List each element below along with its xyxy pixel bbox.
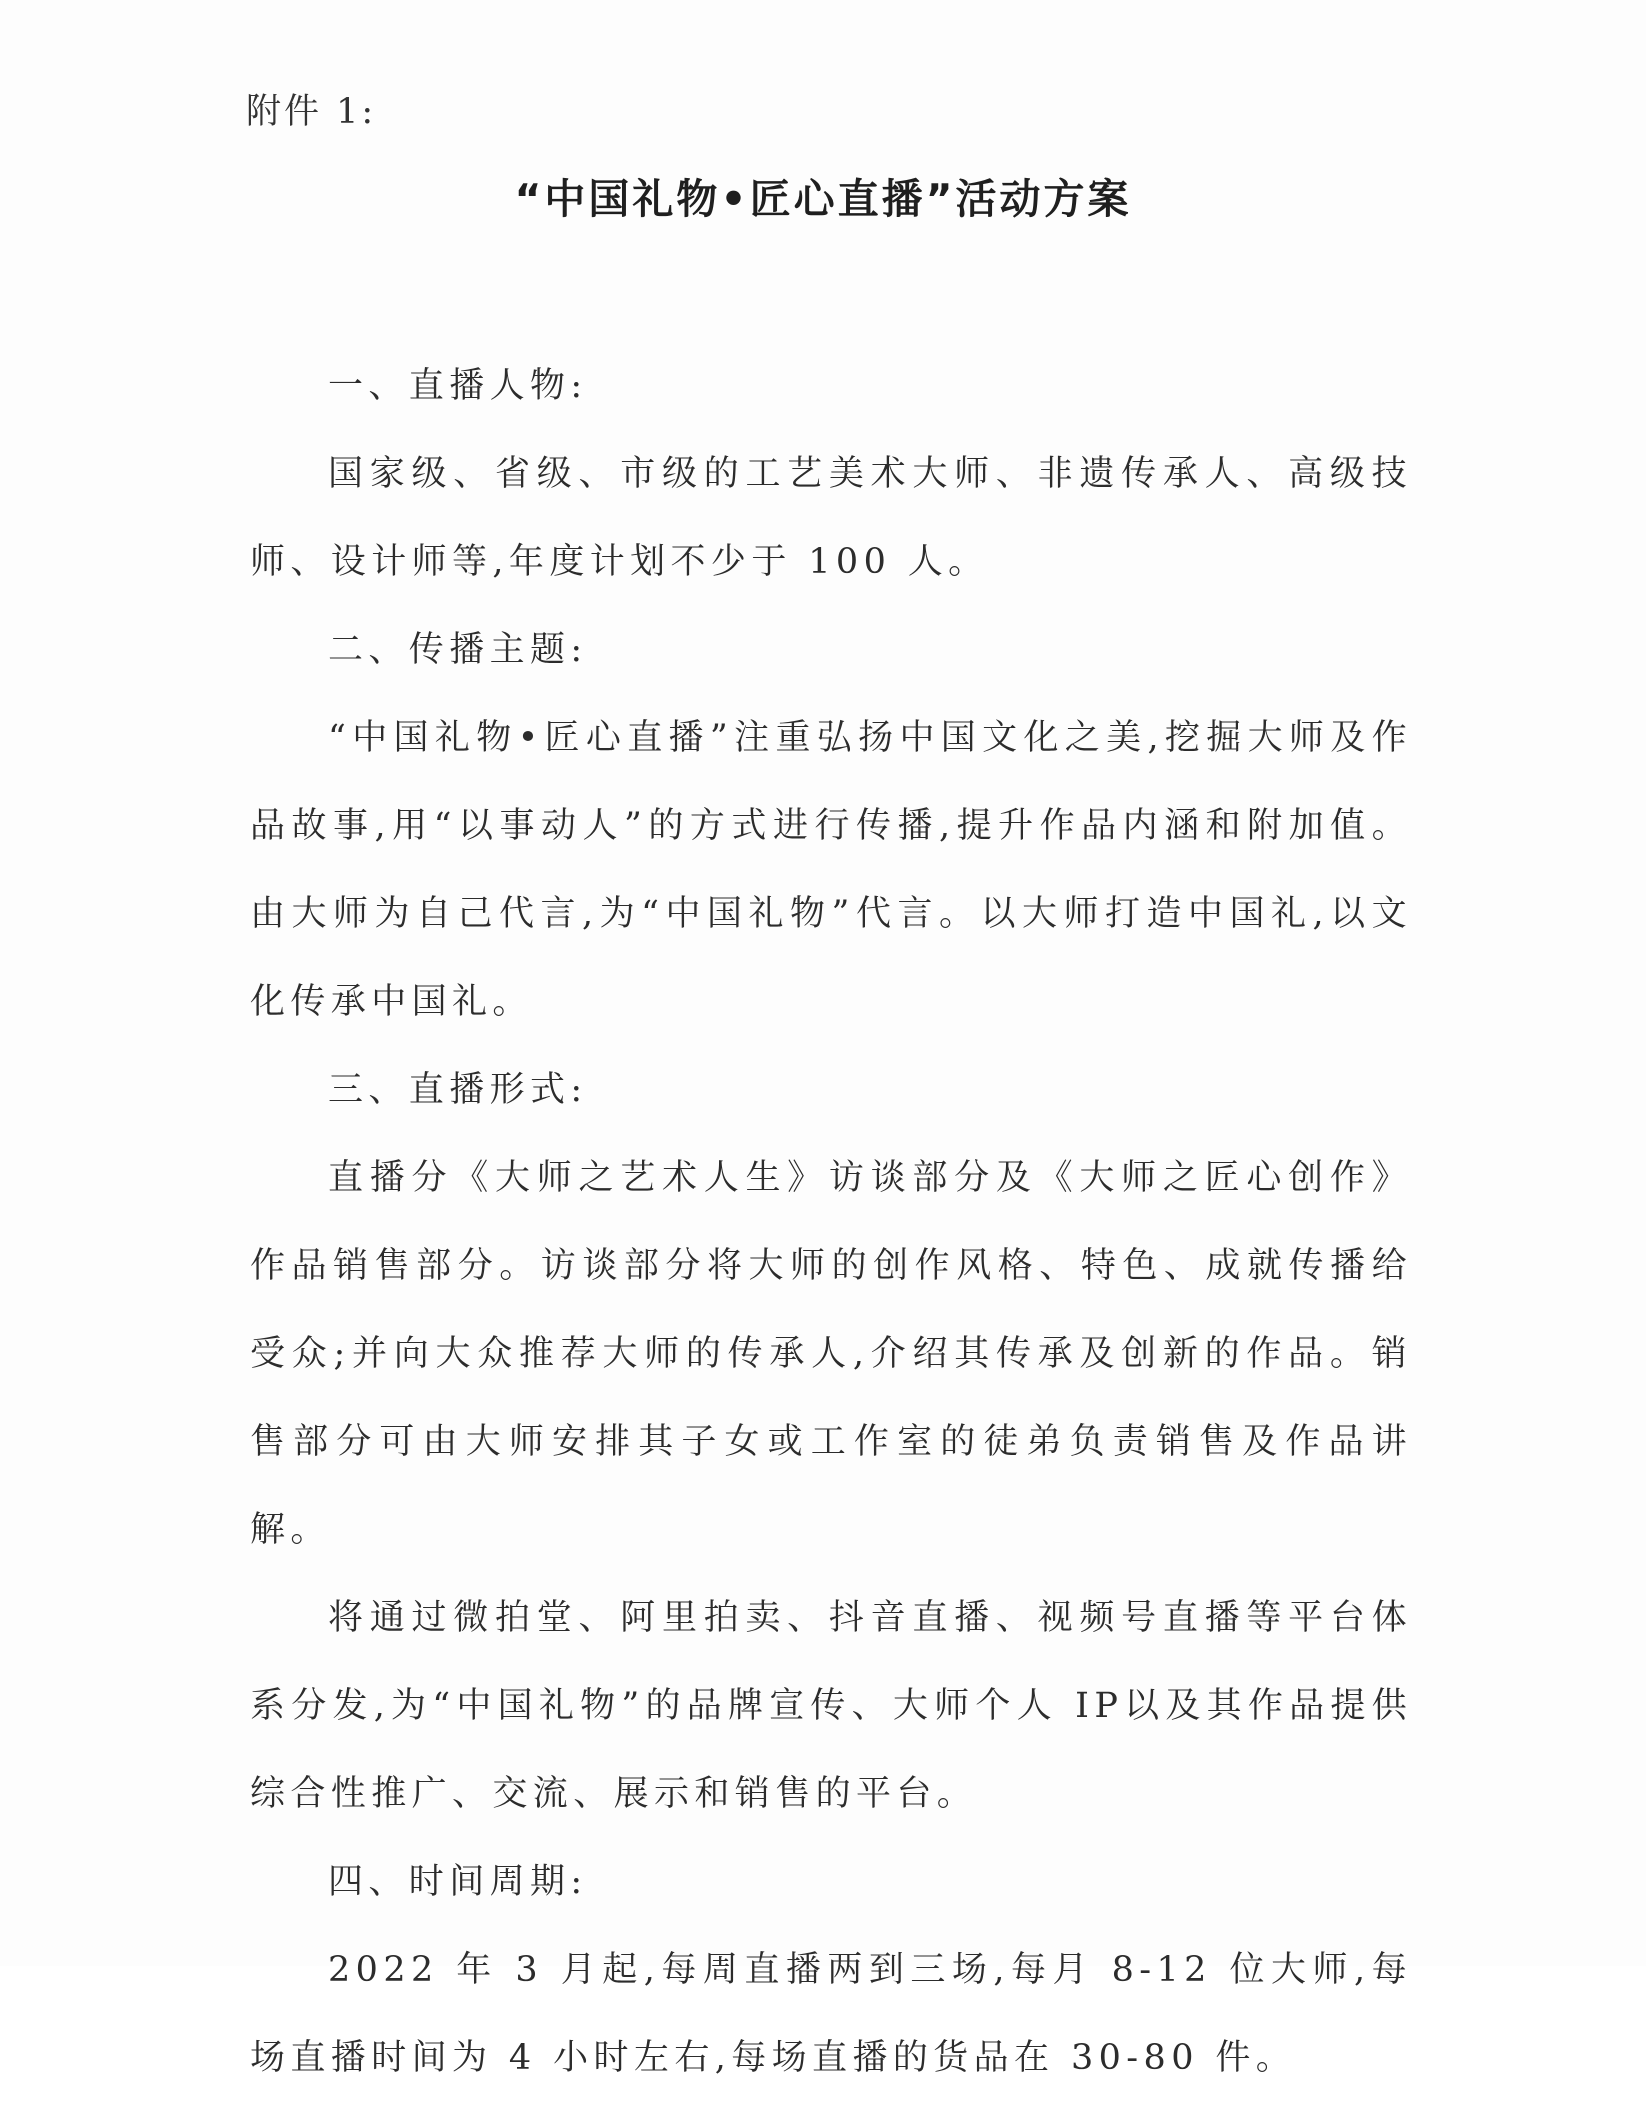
section-heading-1: 一、直播人物: — [328, 366, 588, 406]
document-body — [250, 342, 1412, 2102]
section-heading-2: 二、传播主题: — [328, 630, 588, 670]
document-title: “中国礼物•匠心直播”活动方案 — [514, 175, 1132, 223]
section-heading-3: 三、直播形式: — [328, 1070, 588, 1110]
section-2-paragraph: “中国礼物•匠心直播”注重弘扬中国文化之美,挖掘大师及作品故事,用“以事动人”的方式进行传播,提升作品内涵和附加值。由大师为自己代言,为“中国礼物”代言。以大师打造中国礼,以文化传承中国礼。 — [250, 718, 1412, 1022]
section-1-paragraph: 国家级、省级、市级的工艺美术大师、非遗传承人、高级技师、设计师等,年度计划不少于 100 人。 — [250, 454, 1412, 582]
section-heading-4: 四、时间周期: — [328, 1862, 588, 1902]
section-3-paragraph-2: 将通过微拍堂、阿里拍卖、抖音直播、视频号直播等平台体系分发,为“中国礼物”的品牌宣传、大师个人 IP以及其作品提供综合性推广、交流、展示和销售的平台。 — [250, 1598, 1412, 1814]
section-3-paragraph-1: 直播分《大师之艺术人生》访谈部分及《大师之匠心创作》作品销售部分。访谈部分将大师的创作风格、特色、成就传播给受众;并向大众推荐大师的传承人,介绍其传承及创新的作品。销售部分可由大师安排其子女或工作室的徒弟负责销售及作品讲解。 — [250, 1158, 1412, 1550]
attachment-label: 附件 1: — [246, 92, 377, 132]
section-4-paragraph: 2022 年 3 月起,每周直播两到三场,每月 8-12 位大师,每场直播时间为 4 小时左右,每场直播的货品在 30-80 件。 — [250, 1950, 1412, 2078]
